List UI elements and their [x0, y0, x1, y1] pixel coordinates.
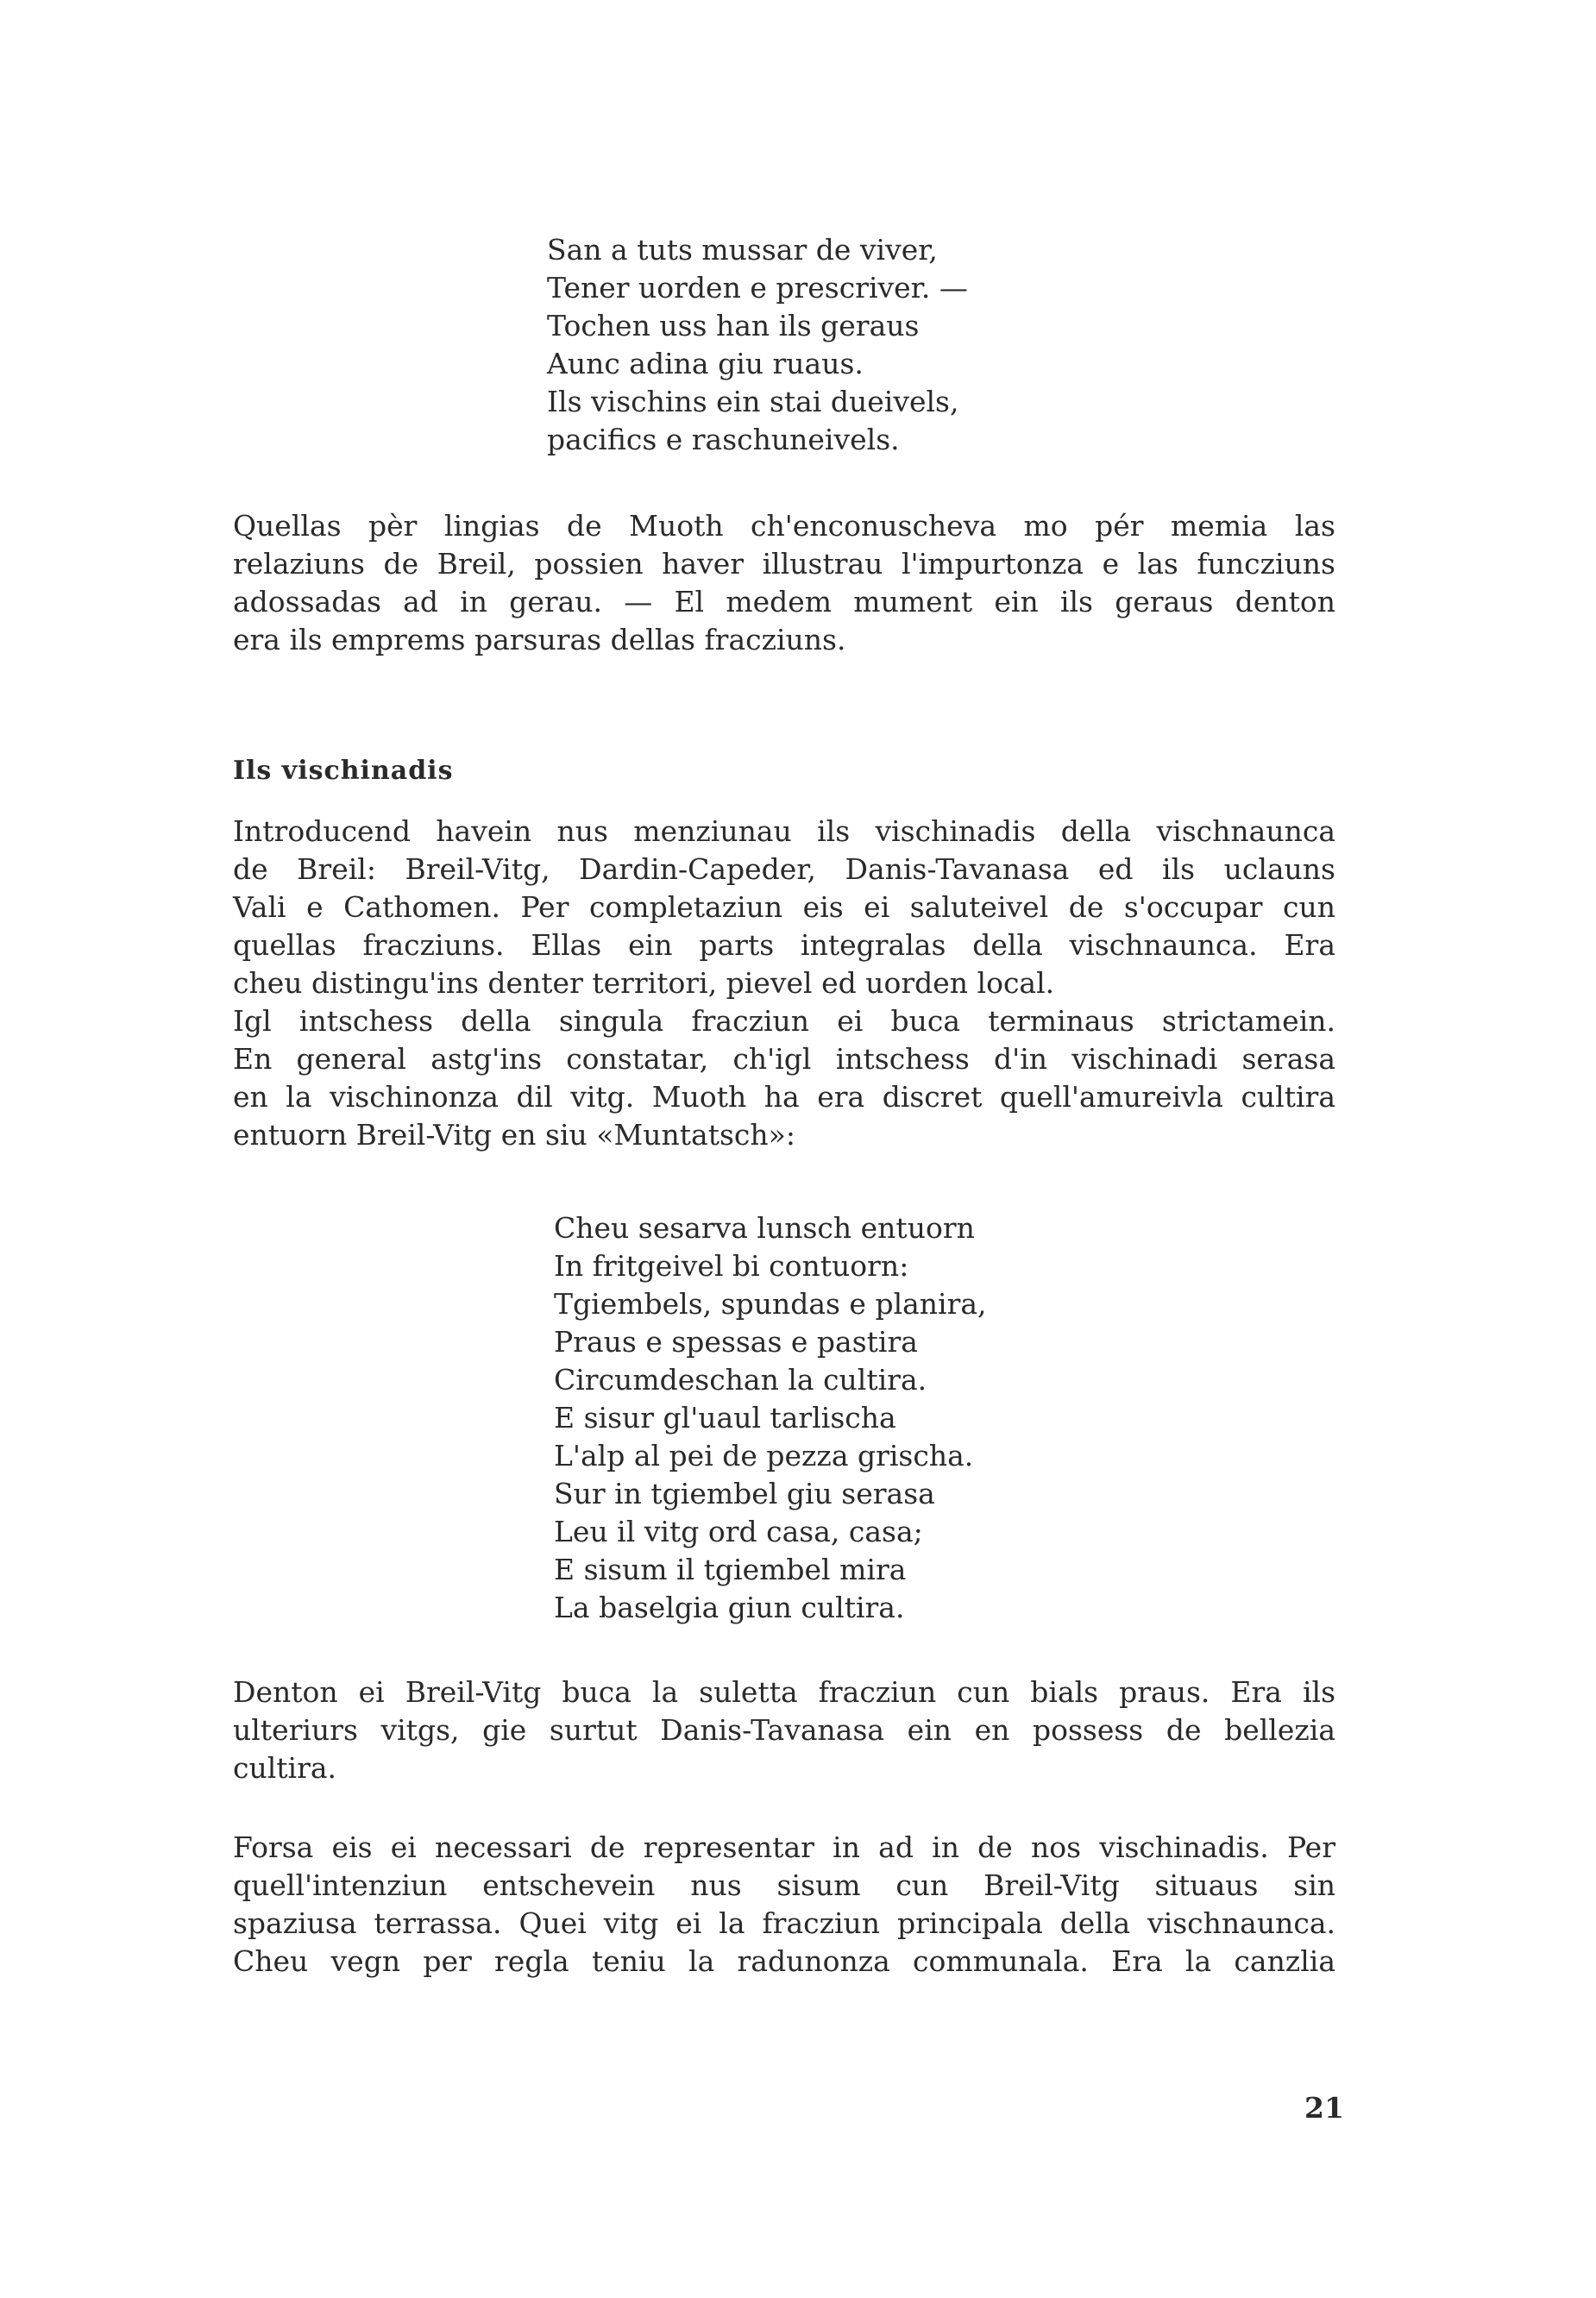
verse-line: E sisur gl'uaul tarlischa	[554, 1401, 896, 1435]
verse-line: Tgiembels, spundas e planira,	[554, 1287, 987, 1321]
verse-line: La baselgia giun cultira.	[554, 1591, 905, 1624]
section-heading: Ils vischinadis	[233, 756, 454, 786]
verse-line: San a tuts mussar de viver,	[547, 233, 938, 267]
paragraph-line: de Breil: Breil-Vitg, Dardin-Capeder, Danis-Tavanasa ed ils uclauns	[233, 852, 1335, 886]
paragraph-line: quell'intenziun entschevein nus sisum cun Breil-Vitg situaus sin	[233, 1868, 1335, 1902]
verse-line: pacifics e raschuneivels.	[547, 423, 900, 456]
paragraph-line: cultira.	[233, 1751, 337, 1785]
verse-line: In fritgeivel bi contuorn:	[554, 1249, 909, 1283]
verse-line: Leu il vitg ord casa, casa;	[554, 1515, 923, 1548]
paragraph-line: quellas fracziuns. Ellas ein parts integralas della vischnaunca. Era	[233, 928, 1335, 962]
paragraph-1	[233, 507, 1335, 659]
verse-line: Sur in tgiembel giu serasa	[554, 1477, 935, 1510]
paragraph-line: Quellas pèr lingias de Muoth ch'enconuscheva mo pér memia las	[233, 509, 1335, 543]
paragraph-line: adossadas ad in gerau. — El medem mument ein ils geraus denton	[233, 585, 1335, 618]
paragraph-line: era ils emprems parsuras dellas fracziuns.	[233, 623, 846, 656]
paragraph-line: spaziusa terrassa. Quei vitg ei la fracziun principala della vischnaunca.	[233, 1906, 1335, 1940]
paragraph-line: Introducend havein nus menziunau ils vischinadis della vischnaunca	[233, 814, 1335, 848]
verse-line: Tener uorden e prescriver. —	[547, 271, 968, 305]
verse-line: Tochen uss han ils geraus	[547, 309, 920, 342]
paragraph-3	[233, 1673, 1335, 1787]
verse-line: Cheu sesarva lunsch entuorn	[554, 1211, 975, 1245]
paragraph-line: Forsa eis ei necessari de representar in ad in de nos vischinadis. Per	[233, 1830, 1335, 1864]
verse-line: Circumdeschan la cultira.	[554, 1363, 927, 1397]
paragraph-2	[233, 813, 1335, 1154]
paragraph-line: Denton ei Breil-Vitg buca la suletta fracziun cun bials praus. Era ils	[233, 1675, 1335, 1709]
verse-block-1	[547, 231, 968, 459]
paragraph-line: Cheu vegn per regla teniu la radunonza communala. Era la canzlia	[233, 1944, 1335, 1978]
paragraph-line: entuorn Breil-Vitg en siu «Muntatsch»:	[233, 1118, 795, 1152]
verse-line: Aunc adina giu ruaus.	[547, 347, 864, 380]
paragraph-line: en la vischinonza dil vitg. Muoth ha era discret quell'amureivla cultira	[233, 1080, 1335, 1114]
verse-block-2	[554, 1209, 987, 1627]
verse-line: Ils vischins ein stai dueivels,	[547, 385, 959, 418]
verse-line: E sisum il tgiembel mira	[554, 1553, 907, 1586]
page-number: 21	[1304, 2091, 1344, 2125]
paragraph-4	[233, 1829, 1335, 1981]
paragraph-line: En general astg'ins constatar, ch'igl intschess d'in vischinadi serasa	[233, 1042, 1335, 1076]
paragraph-line: relaziuns de Breil, possien haver illustrau l'impurtonza e las funcziuns	[233, 547, 1335, 581]
paragraph-line: Vali e Cathomen. Per completaziun eis ei saluteivel de s'occupar cun	[233, 890, 1335, 924]
paragraph-line: ulteriurs vitgs, gie surtut Danis-Tavanasa ein en possess de bellezia	[233, 1713, 1335, 1747]
paragraph-line: Igl intschess della singula fracziun ei buca terminaus strictamein.	[233, 1004, 1335, 1038]
verse-line: Praus e spessas e pastira	[554, 1325, 918, 1359]
paragraph-line: cheu distingu'ins denter territori, pievel ed uorden local.	[233, 966, 1055, 1000]
verse-line: L'alp al pei de pezza grischa.	[554, 1439, 974, 1472]
